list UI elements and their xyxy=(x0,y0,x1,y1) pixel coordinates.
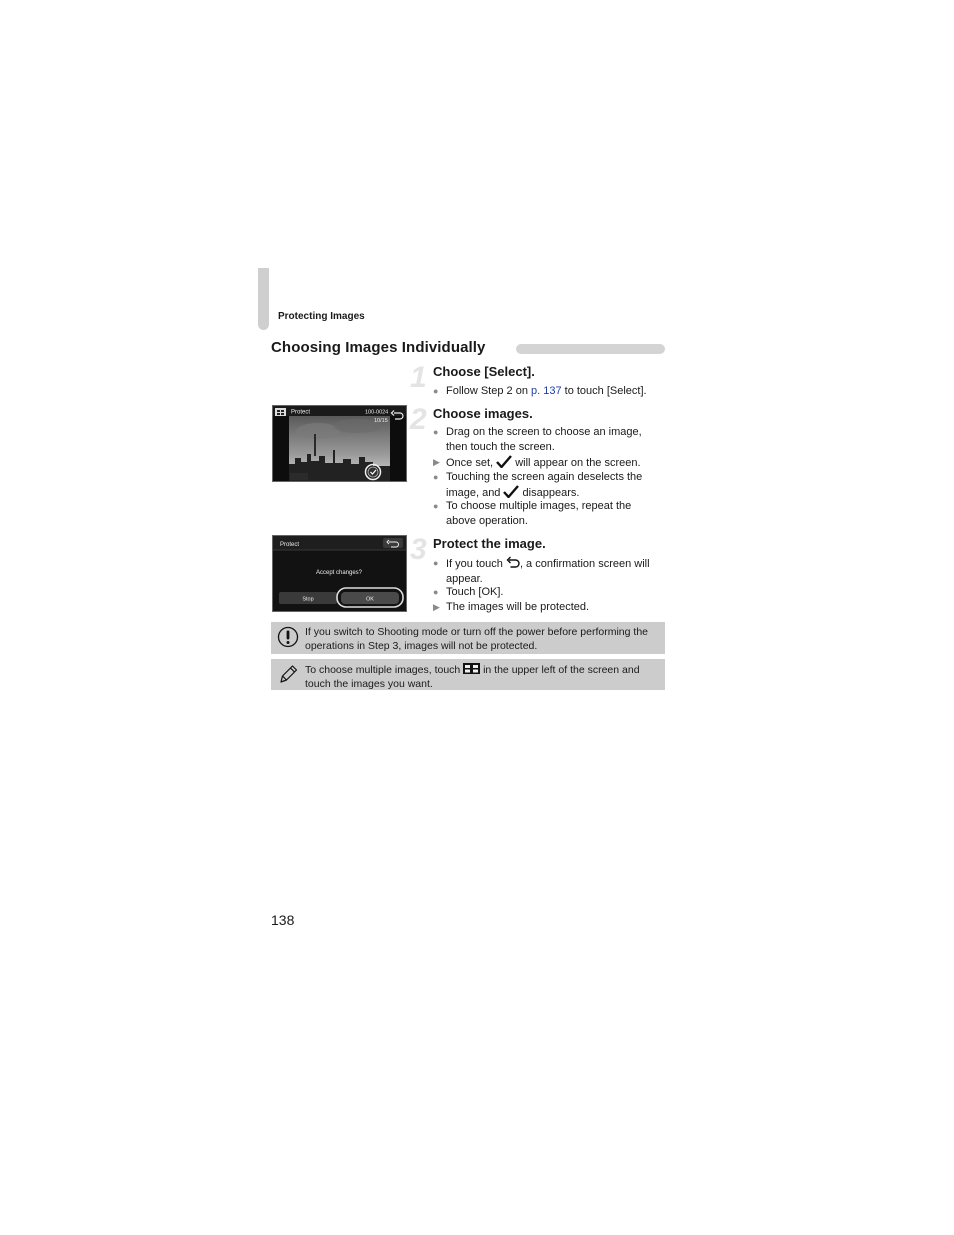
step3-result: ▶ The images will be protected. xyxy=(433,601,590,613)
result-arrow-icon: ▶ xyxy=(433,602,440,612)
file-number: 100-0024 xyxy=(365,409,389,416)
stop-label: Stop xyxy=(302,596,314,603)
return-arrow-icon[interactable] xyxy=(383,538,403,548)
tip-note: To choose multiple images, touch in the upper left of the screen and touch the images you want. xyxy=(271,659,665,690)
bullet-icon: ● xyxy=(433,427,439,437)
step1-bullet: ● Follow Step 2 on p. 137 to touch [Select]. xyxy=(433,385,647,397)
step3-bullet-2: ● Touch [OK]. xyxy=(433,586,504,598)
page-heading: Choosing Images Individually xyxy=(271,339,486,356)
section-label: Protecting Images xyxy=(278,311,365,322)
checkmark-icon xyxy=(496,455,512,468)
step-title-1: Choose [Select]. xyxy=(433,364,535,379)
bullet-icon: ● xyxy=(433,472,439,482)
step3-bullet-1: ● If you touch , a confirmation screen will appear. xyxy=(433,558,650,585)
page-number: 138 xyxy=(271,912,295,928)
return-arrow-icon xyxy=(506,556,520,568)
camera-screen-select xyxy=(272,405,407,482)
bullet-icon: ● xyxy=(433,558,439,568)
step2-result-1: ▶ Once set, will appear on the screen. xyxy=(433,457,641,469)
step-number-3: 3 xyxy=(410,533,427,566)
step-title-2: Choose images. xyxy=(433,406,533,421)
step2-bullet-1: ● Drag on the screen to choose an image, then touch the screen. xyxy=(433,426,642,453)
camera-screen-image xyxy=(273,406,406,481)
step-title-3: Protect the image. xyxy=(433,536,546,551)
step-number-2: 2 xyxy=(410,403,427,436)
step2-bullet-3: ● To choose multiple images, repeat the above operation. xyxy=(433,500,632,527)
camera-screen-confirm xyxy=(272,535,407,612)
bullet-icon: ● xyxy=(433,587,439,597)
checkmark-icon xyxy=(503,485,519,498)
checkmark-circle-icon[interactable] xyxy=(366,465,381,480)
confirm-prompt: Accept changes? xyxy=(315,570,363,576)
heading-bar xyxy=(516,344,665,354)
ok-label: OK xyxy=(366,596,374,603)
caution-note: If you switch to Shooting mode or turn off the power before performing the operations in Step 3, images will not be protected. xyxy=(271,622,665,654)
screen-bottom-icon xyxy=(290,473,308,480)
pencil-icon xyxy=(277,663,299,685)
image-counter: 10/15 xyxy=(374,418,388,424)
step2-bullet-2: ● Touching the screen again deselects the image, and disappears. xyxy=(433,471,643,499)
chapter-side-tab xyxy=(258,268,269,330)
multi-image-icon xyxy=(463,663,480,674)
confirm-screen-image xyxy=(273,536,406,611)
step-number-1: 1 xyxy=(410,361,427,394)
caution-icon xyxy=(277,626,299,648)
result-arrow-icon: ▶ xyxy=(433,457,440,467)
confirm-title: Protect xyxy=(280,542,300,548)
screen-title: Protect xyxy=(291,409,311,416)
bullet-icon: ● xyxy=(433,501,439,511)
page-link[interactable]: p. 137 xyxy=(531,385,562,397)
multi-image-icon[interactable] xyxy=(275,408,286,416)
bullet-icon: ● xyxy=(433,386,439,396)
